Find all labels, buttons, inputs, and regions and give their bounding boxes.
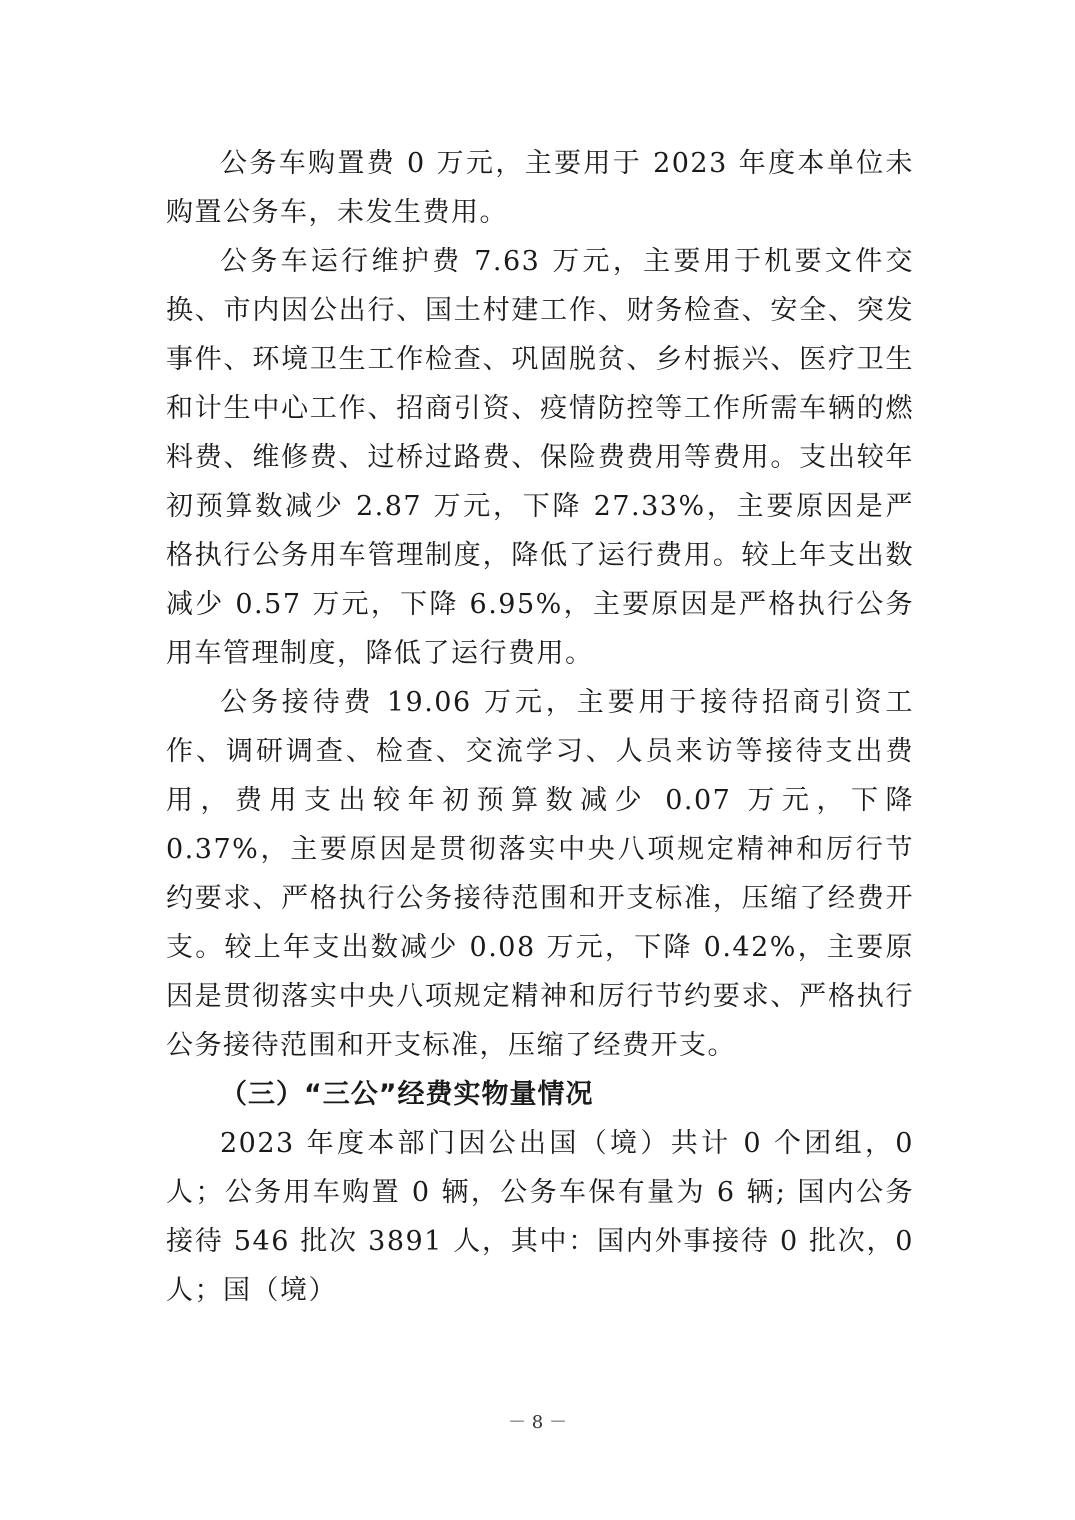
section-heading: （三）“三公”经费实物量情况 bbox=[220, 1079, 594, 1110]
document-body bbox=[166, 139, 914, 1315]
paragraph-reception-expense: 公务接待费 19.06 万元，主要用于接待招商引资工作、调研调查、检查、交流学习、人员来访等接待支出费用，费用支出较年初预算数减少 0.07 万元，下降 0.37%，主要原因是贯彻落实中央八项规定精神和厉行节约要求、严格执行公务接待范围和开支标准，压缩了经费开支。较上年支出数减少 0.08 万元，下降 0.42%，主要原因是贯彻落实中央八项规定精神和厉行节约要求、严格执行公务接待范围和开支标准，压缩了经费开支。 bbox=[166, 687, 914, 1061]
page-number: － 8 － bbox=[508, 1412, 567, 1433]
paragraph-vehicle-maintenance: 公务车运行维护费 7.63 万元，主要用于机要文件交换、市内因公出行、国土村建工作、财务检查、安全、突发事件、环境卫生工作检查、巩固脱贫、乡村振兴、医疗卫生和计生中心工作、招商引资、疫情防控等工作所需车辆的燃料费、维修费、过桥过路费、保险费费用等费用。支出较年初预算数减少 2.87 万元，下降 27.33%，主要原因是严格执行公务用车管理制度，降低了运行费用。较上年支出数减少 0.57 万元，下降 6.95%，主要原因是严格执行公务用车管理制度，降低了运行费用。 bbox=[166, 246, 914, 669]
paragraph-vehicle-purchase: 公务车购置费 0 万元，主要用于 2023 年度本单位未购置公务车，未发生费用。 bbox=[166, 148, 914, 228]
paragraph-physical-quantity: 2023 年度本部门因公出国（境）共计 0 个团组，0 人；公务用车购置 0 辆，公务车保有量为 6 辆; 国内公务接待 546 批次 3891 人，其中：国内外事接待 0 批次，0 人；国（境） bbox=[166, 1128, 914, 1306]
